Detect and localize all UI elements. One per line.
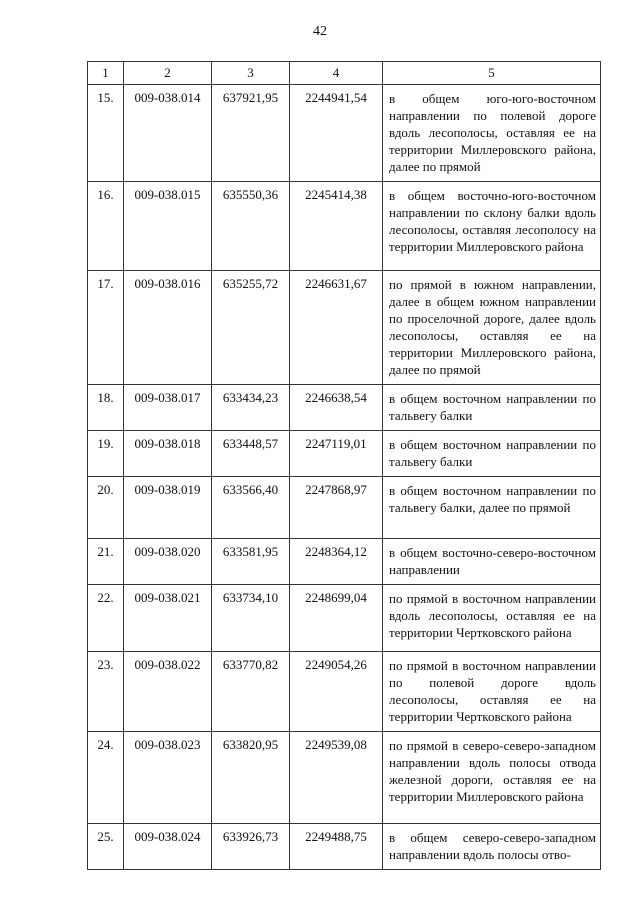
point-code: 009-038.016 [124,271,212,385]
table-row [88,385,601,431]
row-number: 19. [88,431,124,477]
row-number: 18. [88,385,124,431]
coord-y: 2247119,01 [290,431,383,477]
route-description: по прямой в восточном направлении вдоль лесополосы, оставляя ее на территории Чертковского района [383,585,601,652]
boundary-points-table [87,61,601,870]
col-header-3: 3 [212,62,290,85]
point-code: 009-038.020 [124,539,212,585]
point-code: 009-038.021 [124,585,212,652]
coord-x: 635255,72 [212,271,290,385]
col-header-2: 2 [124,62,212,85]
col-header-5: 5 [383,62,601,85]
coord-y: 2249054,26 [290,652,383,732]
point-code: 009-038.015 [124,182,212,271]
row-number: 22. [88,585,124,652]
coord-x: 633448,57 [212,431,290,477]
coord-y: 2245414,38 [290,182,383,271]
coord-y: 2246631,67 [290,271,383,385]
route-description: по прямой в южном направлении, далее в общем южном направлении по проселочной дороге, далее вдоль лесополосы, оставляя ее на территории Миллеровского района, далее по прямой [383,271,601,385]
point-code: 009-038.019 [124,477,212,539]
coord-y: 2248364,12 [290,539,383,585]
row-number: 24. [88,732,124,824]
coord-x: 635550,36 [212,182,290,271]
coord-y: 2248699,04 [290,585,383,652]
coord-y: 2246638,54 [290,385,383,431]
row-number: 15. [88,85,124,182]
point-code: 009-038.014 [124,85,212,182]
point-code: 009-038.024 [124,824,212,870]
point-code: 009-038.023 [124,732,212,824]
table-header-row [88,62,601,85]
table-row [88,431,601,477]
coord-x: 633770,82 [212,652,290,732]
row-number: 21. [88,539,124,585]
coord-x: 633734,10 [212,585,290,652]
coord-x: 633926,73 [212,824,290,870]
coord-x: 633566,40 [212,477,290,539]
route-description: в общем восточном направлении по тальвегу балки [383,431,601,477]
row-number: 17. [88,271,124,385]
table-row [88,652,601,732]
route-description: в общем восточном направлении по тальвегу балки, далее по прямой [383,477,601,539]
row-number: 20. [88,477,124,539]
col-header-1: 1 [88,62,124,85]
row-number: 16. [88,182,124,271]
coord-y: 2247868,97 [290,477,383,539]
coord-x: 633581,95 [212,539,290,585]
coord-x: 633820,95 [212,732,290,824]
col-header-4: 4 [290,62,383,85]
point-code: 009-038.018 [124,431,212,477]
coord-y: 2249539,08 [290,732,383,824]
table-row [88,271,601,385]
row-number: 25. [88,824,124,870]
route-description: в общем северо-северо-западном направлении вдоль полосы отво- [383,824,601,870]
coord-y: 2244941,54 [290,85,383,182]
table-row [88,732,601,824]
route-description: по прямой в восточном направлении по полевой дороге вдоль лесополосы, оставляя ее на территории Чертковского района [383,652,601,732]
coord-x: 633434,23 [212,385,290,431]
route-description: в общем восточно-юго-восточном направлении по склону балки вдоль лесополосы, оставляя лесополосу на территории Миллеровского района [383,182,601,271]
route-description: в общем восточном направлении по тальвегу балки [383,385,601,431]
table-row [88,85,601,182]
table-row [88,539,601,585]
coord-x: 637921,95 [212,85,290,182]
route-description: в общем юго-юго-восточном направлении по полевой дороге вдоль лесополосы, оставляя ее на территории Миллеровского района, далее по прямой [383,85,601,182]
route-description: в общем восточно-северо-восточном направлении [383,539,601,585]
point-code: 009-038.022 [124,652,212,732]
table-row [88,824,601,870]
coord-y: 2249488,75 [290,824,383,870]
page-number: 42 [313,24,327,39]
table-row [88,585,601,652]
row-number: 23. [88,652,124,732]
point-code: 009-038.017 [124,385,212,431]
table-row [88,182,601,271]
table-row [88,477,601,539]
route-description: по прямой в северо-северо-западном направлении вдоль полосы отвода железной дороги, оставляя ее на территории Миллеровского района [383,732,601,824]
